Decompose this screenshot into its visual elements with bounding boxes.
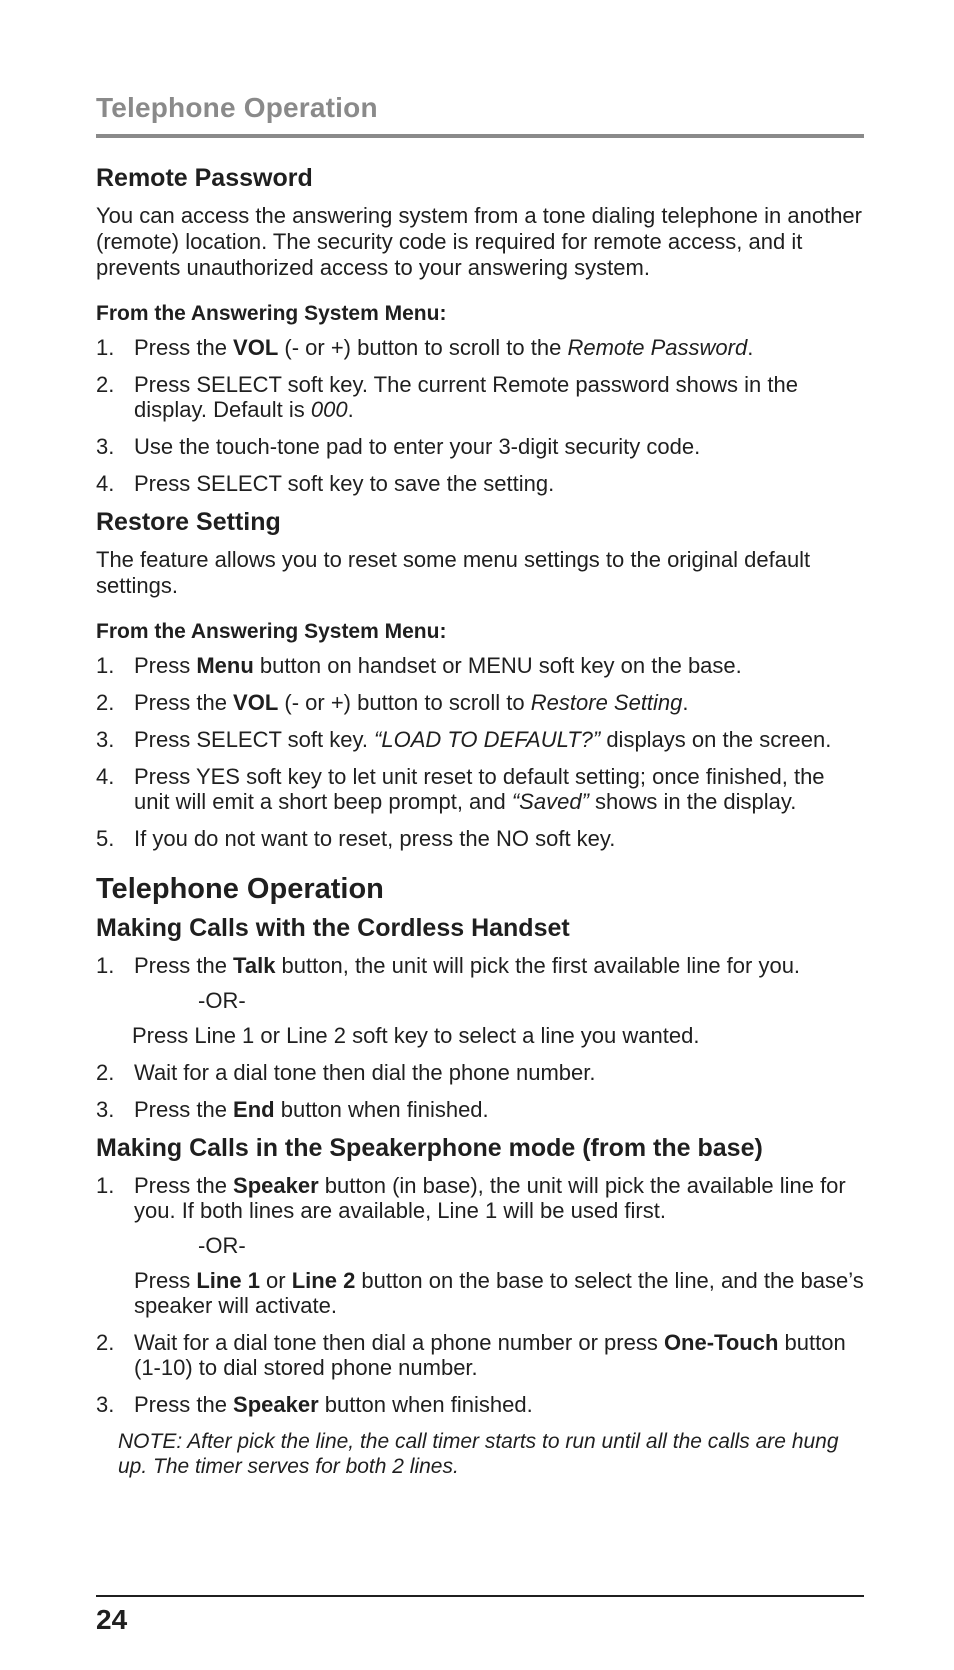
step-text: shows in the display. bbox=[588, 789, 797, 814]
step-text: Press bbox=[134, 653, 197, 678]
page-number: 24 bbox=[96, 1604, 128, 1635]
step-text: Press the bbox=[134, 1097, 234, 1122]
step-text: button, the unit will pick the first available line for you. bbox=[275, 953, 801, 978]
telephone-operation-section bbox=[96, 873, 866, 1479]
step-text: button on handset or MENU soft key on the base. bbox=[253, 653, 742, 678]
menu-label: From the Answering System Menu: bbox=[96, 620, 447, 643]
alternative-text bbox=[134, 1268, 866, 1318]
step-text: button (1-10) to dial stored phone number. bbox=[134, 1330, 846, 1380]
step-number: 2. bbox=[96, 1060, 115, 1085]
list-item bbox=[96, 826, 866, 851]
step-number: 2. bbox=[96, 690, 115, 715]
or-separator: -OR- bbox=[198, 988, 246, 1013]
list-item bbox=[96, 372, 866, 422]
cordless-title: Making Calls with the Cordless Handset bbox=[96, 914, 570, 942]
step-text: . bbox=[347, 397, 354, 422]
step-number: 3. bbox=[96, 434, 115, 459]
speakerphone-steps bbox=[96, 1173, 866, 1417]
step-text: Press SELECT soft key. The current Remote password shows in the display. Default is bbox=[134, 372, 798, 422]
list-item bbox=[96, 1060, 866, 1085]
step-number: 2. bbox=[96, 372, 115, 397]
step-keyword: Speaker bbox=[233, 1173, 319, 1198]
running-head: Telephone Operation bbox=[96, 92, 378, 123]
list-item bbox=[96, 1330, 866, 1380]
step-text: . bbox=[682, 690, 689, 715]
step-keyword: End bbox=[233, 1097, 275, 1122]
restore-setting-steps bbox=[96, 653, 866, 851]
step-text: Press the bbox=[134, 1173, 234, 1198]
step-number: 1. bbox=[96, 653, 115, 678]
step-keyword: VOL bbox=[233, 690, 279, 715]
step-italic: 000 bbox=[310, 397, 348, 422]
list-item bbox=[96, 471, 866, 496]
step-keyword: Speaker bbox=[233, 1392, 319, 1417]
step-text: or bbox=[259, 1268, 292, 1293]
step-keyword: Line 1 bbox=[196, 1268, 260, 1293]
cordless-steps bbox=[96, 953, 866, 1122]
remote-password-section bbox=[96, 164, 866, 496]
step-italic: “LOAD TO DEFAULT?” bbox=[374, 727, 601, 752]
restore-setting-section bbox=[96, 508, 866, 851]
alternative-text: Press Line 1 or Line 2 soft key to select a line you wanted. bbox=[132, 1023, 700, 1048]
step-number: 3. bbox=[96, 1097, 115, 1122]
step-text: Press SELECT soft key. bbox=[134, 727, 375, 752]
step-number: 4. bbox=[96, 471, 115, 496]
step-text: (- or +) button to scroll to the bbox=[278, 335, 568, 360]
step-text: Press SELECT soft key to save the setting. bbox=[134, 471, 555, 496]
step-text: Use the touch-tone pad to enter your 3-digit security code. bbox=[134, 434, 701, 459]
header-rule bbox=[96, 134, 864, 138]
list-item bbox=[96, 727, 866, 752]
step-text: Wait for a dial tone then dial the phone number. bbox=[134, 1060, 596, 1085]
step-text: Press the bbox=[134, 335, 234, 360]
step-text: Press the bbox=[134, 953, 234, 978]
section-title: Telephone Operation bbox=[96, 873, 384, 905]
speakerphone-title: Making Calls in the Speakerphone mode (from the base) bbox=[96, 1134, 763, 1162]
step-keyword: Menu bbox=[196, 653, 254, 678]
step-number: 1. bbox=[96, 335, 115, 360]
list-item bbox=[96, 653, 866, 678]
list-item bbox=[96, 1097, 866, 1122]
list-item bbox=[96, 690, 866, 715]
list-item bbox=[96, 335, 866, 360]
step-keyword: VOL bbox=[233, 335, 279, 360]
remote-password-title: Remote Password bbox=[96, 164, 313, 192]
remote-password-intro: You can access the answering system from a tone dialing telephone in another (remote) location. The security code is required for remote access, and it prevents unauthorized access to your answering system. bbox=[96, 203, 862, 280]
step-text: Press the bbox=[134, 1392, 234, 1417]
step-number: 4. bbox=[96, 764, 115, 789]
step-text: button when finished. bbox=[274, 1097, 489, 1122]
step-text: Wait for a dial tone then dial a phone number or press bbox=[134, 1330, 664, 1355]
menu-label: From the Answering System Menu: bbox=[96, 302, 447, 325]
note-text: NOTE: After pick the line, the call timer starts to run until all the calls are hung up. The timer serves for both 2 lines. bbox=[118, 1430, 839, 1478]
step-number: 3. bbox=[96, 1392, 115, 1417]
list-item bbox=[96, 434, 866, 459]
footer-rule bbox=[96, 1595, 864, 1597]
step-keyword: Line 2 bbox=[291, 1268, 356, 1293]
restore-setting-title: Restore Setting bbox=[96, 508, 281, 536]
page-content bbox=[96, 164, 866, 1479]
step-text: Press YES soft key to let unit reset to default setting; once finished, the unit will emit a short beep prompt, and bbox=[134, 764, 825, 814]
step-italic: Remote Password bbox=[567, 335, 748, 360]
step-number: 1. bbox=[96, 1173, 115, 1198]
step-number: 2. bbox=[96, 1330, 115, 1355]
list-item bbox=[96, 953, 866, 1048]
step-text: button on the base to select the line, and the base’s speaker will activate. bbox=[134, 1268, 864, 1318]
step-italic: “Saved” bbox=[511, 789, 589, 814]
list-item bbox=[96, 1173, 866, 1318]
step-keyword: Talk bbox=[233, 953, 276, 978]
step-keyword: One-Touch bbox=[663, 1330, 779, 1355]
step-number: 3. bbox=[96, 727, 115, 752]
step-number: 5. bbox=[96, 826, 115, 851]
step-text: If you do not want to reset, press the NO soft key. bbox=[134, 826, 616, 851]
step-text: button when finished. bbox=[318, 1392, 533, 1417]
step-text: button (in base), the unit will pick the available line for you. If both lines are available, Line 1 will be used first. bbox=[134, 1173, 846, 1223]
step-number: 1. bbox=[96, 953, 115, 978]
restore-setting-intro: The feature allows you to reset some menu settings to the original default settings. bbox=[96, 547, 811, 598]
step-text: (- or +) button to scroll to bbox=[278, 690, 531, 715]
list-item bbox=[96, 764, 866, 814]
step-italic: Restore Setting bbox=[530, 690, 683, 715]
step-text: Press bbox=[134, 1268, 197, 1293]
step-text: Press the bbox=[134, 690, 234, 715]
step-text: displays on the screen. bbox=[600, 727, 832, 752]
list-item bbox=[96, 1392, 866, 1417]
or-separator: -OR- bbox=[198, 1233, 246, 1258]
remote-password-steps bbox=[96, 335, 866, 496]
step-text: . bbox=[747, 335, 754, 360]
